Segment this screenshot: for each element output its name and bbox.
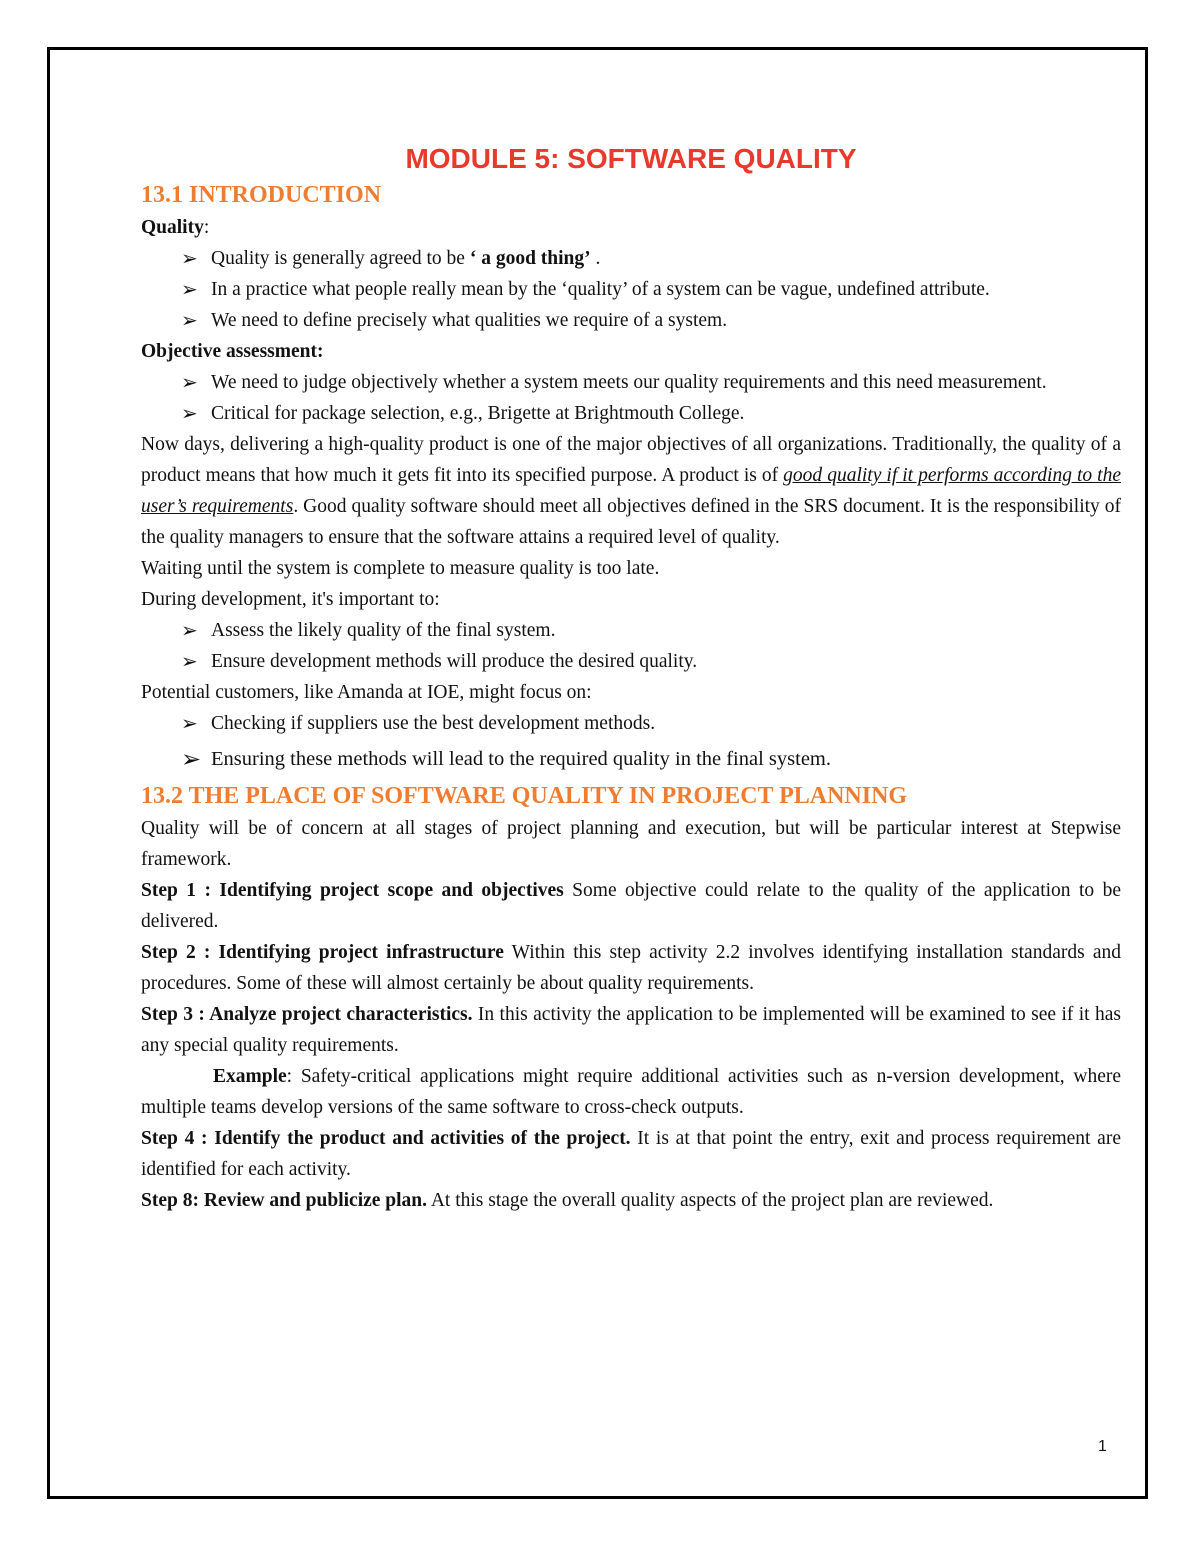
quality-bullet-list xyxy=(141,243,1121,336)
page-number: 1 xyxy=(1098,1438,1107,1455)
example-paragraph: Example: Safety-critical applications might require additional activities such as n-version development, where multiple teams develop versions of the same software to cross-check outputs. xyxy=(141,1066,1121,1118)
during-line: During development, it's important to: xyxy=(141,589,440,610)
step-4: Step 4 : Identify the product and activities of the project. It is at that point the entry, exit and process requirement are identified for each activity. xyxy=(141,1128,1121,1180)
section-heading-place-of-quality: 13.2 THE PLACE OF SOFTWARE QUALITY IN PROJECT PLANNING xyxy=(141,783,908,809)
during-bullet-list xyxy=(141,615,1121,677)
list-item: ➢ Quality is generally agreed to be ‘ a good thing’ . xyxy=(181,243,1121,274)
step-8: Step 8: Review and publicize plan. At this stage the overall quality aspects of the project plan are reviewed. xyxy=(141,1190,994,1211)
waiting-line: Waiting until the system is complete to measure quality is too late. xyxy=(141,558,660,579)
potential-bullet-list xyxy=(141,708,1121,779)
list-item: ➢ Critical for package selection, e.g., Brigette at Brightmouth College. xyxy=(181,398,1121,429)
step-2: Step 2 : Identifying project infrastructure Within this step activity 2.2 involves identifying installation standards and procedures. Some of these will almost certainly be about quality requirements. xyxy=(141,942,1121,994)
list-item: ➢ We need to define precisely what qualities we require of a system. xyxy=(181,305,1121,336)
objective-bullet-list xyxy=(141,367,1121,429)
section-heading-introduction: 13.1 INTRODUCTION xyxy=(141,182,382,208)
list-item: ➢ Ensure development methods will produce the desired quality. xyxy=(181,646,1121,677)
step-1: Step 1 : Identifying project scope and objectives Some objective could relate to the quality of the application to be delivered. xyxy=(141,880,1121,932)
list-item: ➢ Checking if suppliers use the best development methods. xyxy=(181,708,1121,739)
arrow-bullet-icon: ➢ xyxy=(181,277,198,301)
arrow-bullet-icon: ➢ xyxy=(181,370,198,394)
quality-label-line: Quality: xyxy=(141,217,210,238)
arrow-bullet-icon: ➢ xyxy=(181,308,198,332)
arrow-bullet-icon: ➢ xyxy=(181,618,198,642)
section2-intro: Quality will be of concern at all stages of project planning and execution, but will be particular interest at Stepwise framework. xyxy=(141,818,1121,870)
intro-paragraph: Now days, delivering a high-quality product is one of the major objectives of all organizations. Traditionally, the quality of a product means that how much it gets fit into its specified purpose. A product is of good quality if it performs according to the user’s requirements. Good quality software should meet all objectives defined in the SRS document. It is the responsibility of the quality managers to ensure that the software attains a required level of quality. xyxy=(141,434,1122,548)
arrow-bullet-icon: ➢ xyxy=(181,745,202,773)
underlined-phrase: good quality if it performs according to the user’s requirements xyxy=(141,465,1121,517)
document-body xyxy=(141,140,1121,1216)
list-item: ➢ Ensuring these methods will lead to the required quality in the final system. xyxy=(181,739,1121,779)
objective-assessment-label: Objective assessment: xyxy=(141,341,324,362)
arrow-bullet-icon: ➢ xyxy=(181,401,198,425)
list-item: ➢ Assess the likely quality of the final system. xyxy=(181,615,1121,646)
quality-label: Quality xyxy=(141,217,204,238)
potential-line: Potential customers, like Amanda at IOE, might focus on: xyxy=(141,682,592,703)
list-item: ➢ In a practice what people really mean by the ‘quality’ of a system can be vague, undefined attribute. xyxy=(181,274,1121,305)
arrow-bullet-icon: ➢ xyxy=(181,711,198,735)
step-3: Step 3 : Analyze project characteristics. In this activity the application to be implemented will be examined to see if it has any special quality requirements. xyxy=(141,1004,1121,1056)
arrow-bullet-icon: ➢ xyxy=(181,649,198,673)
list-item: ➢ We need to judge objectively whether a system meets our quality requirements and this need measurement. xyxy=(181,367,1121,398)
module-title: MODULE 5: SOFTWARE QUALITY xyxy=(405,143,857,174)
arrow-bullet-icon: ➢ xyxy=(181,246,198,270)
